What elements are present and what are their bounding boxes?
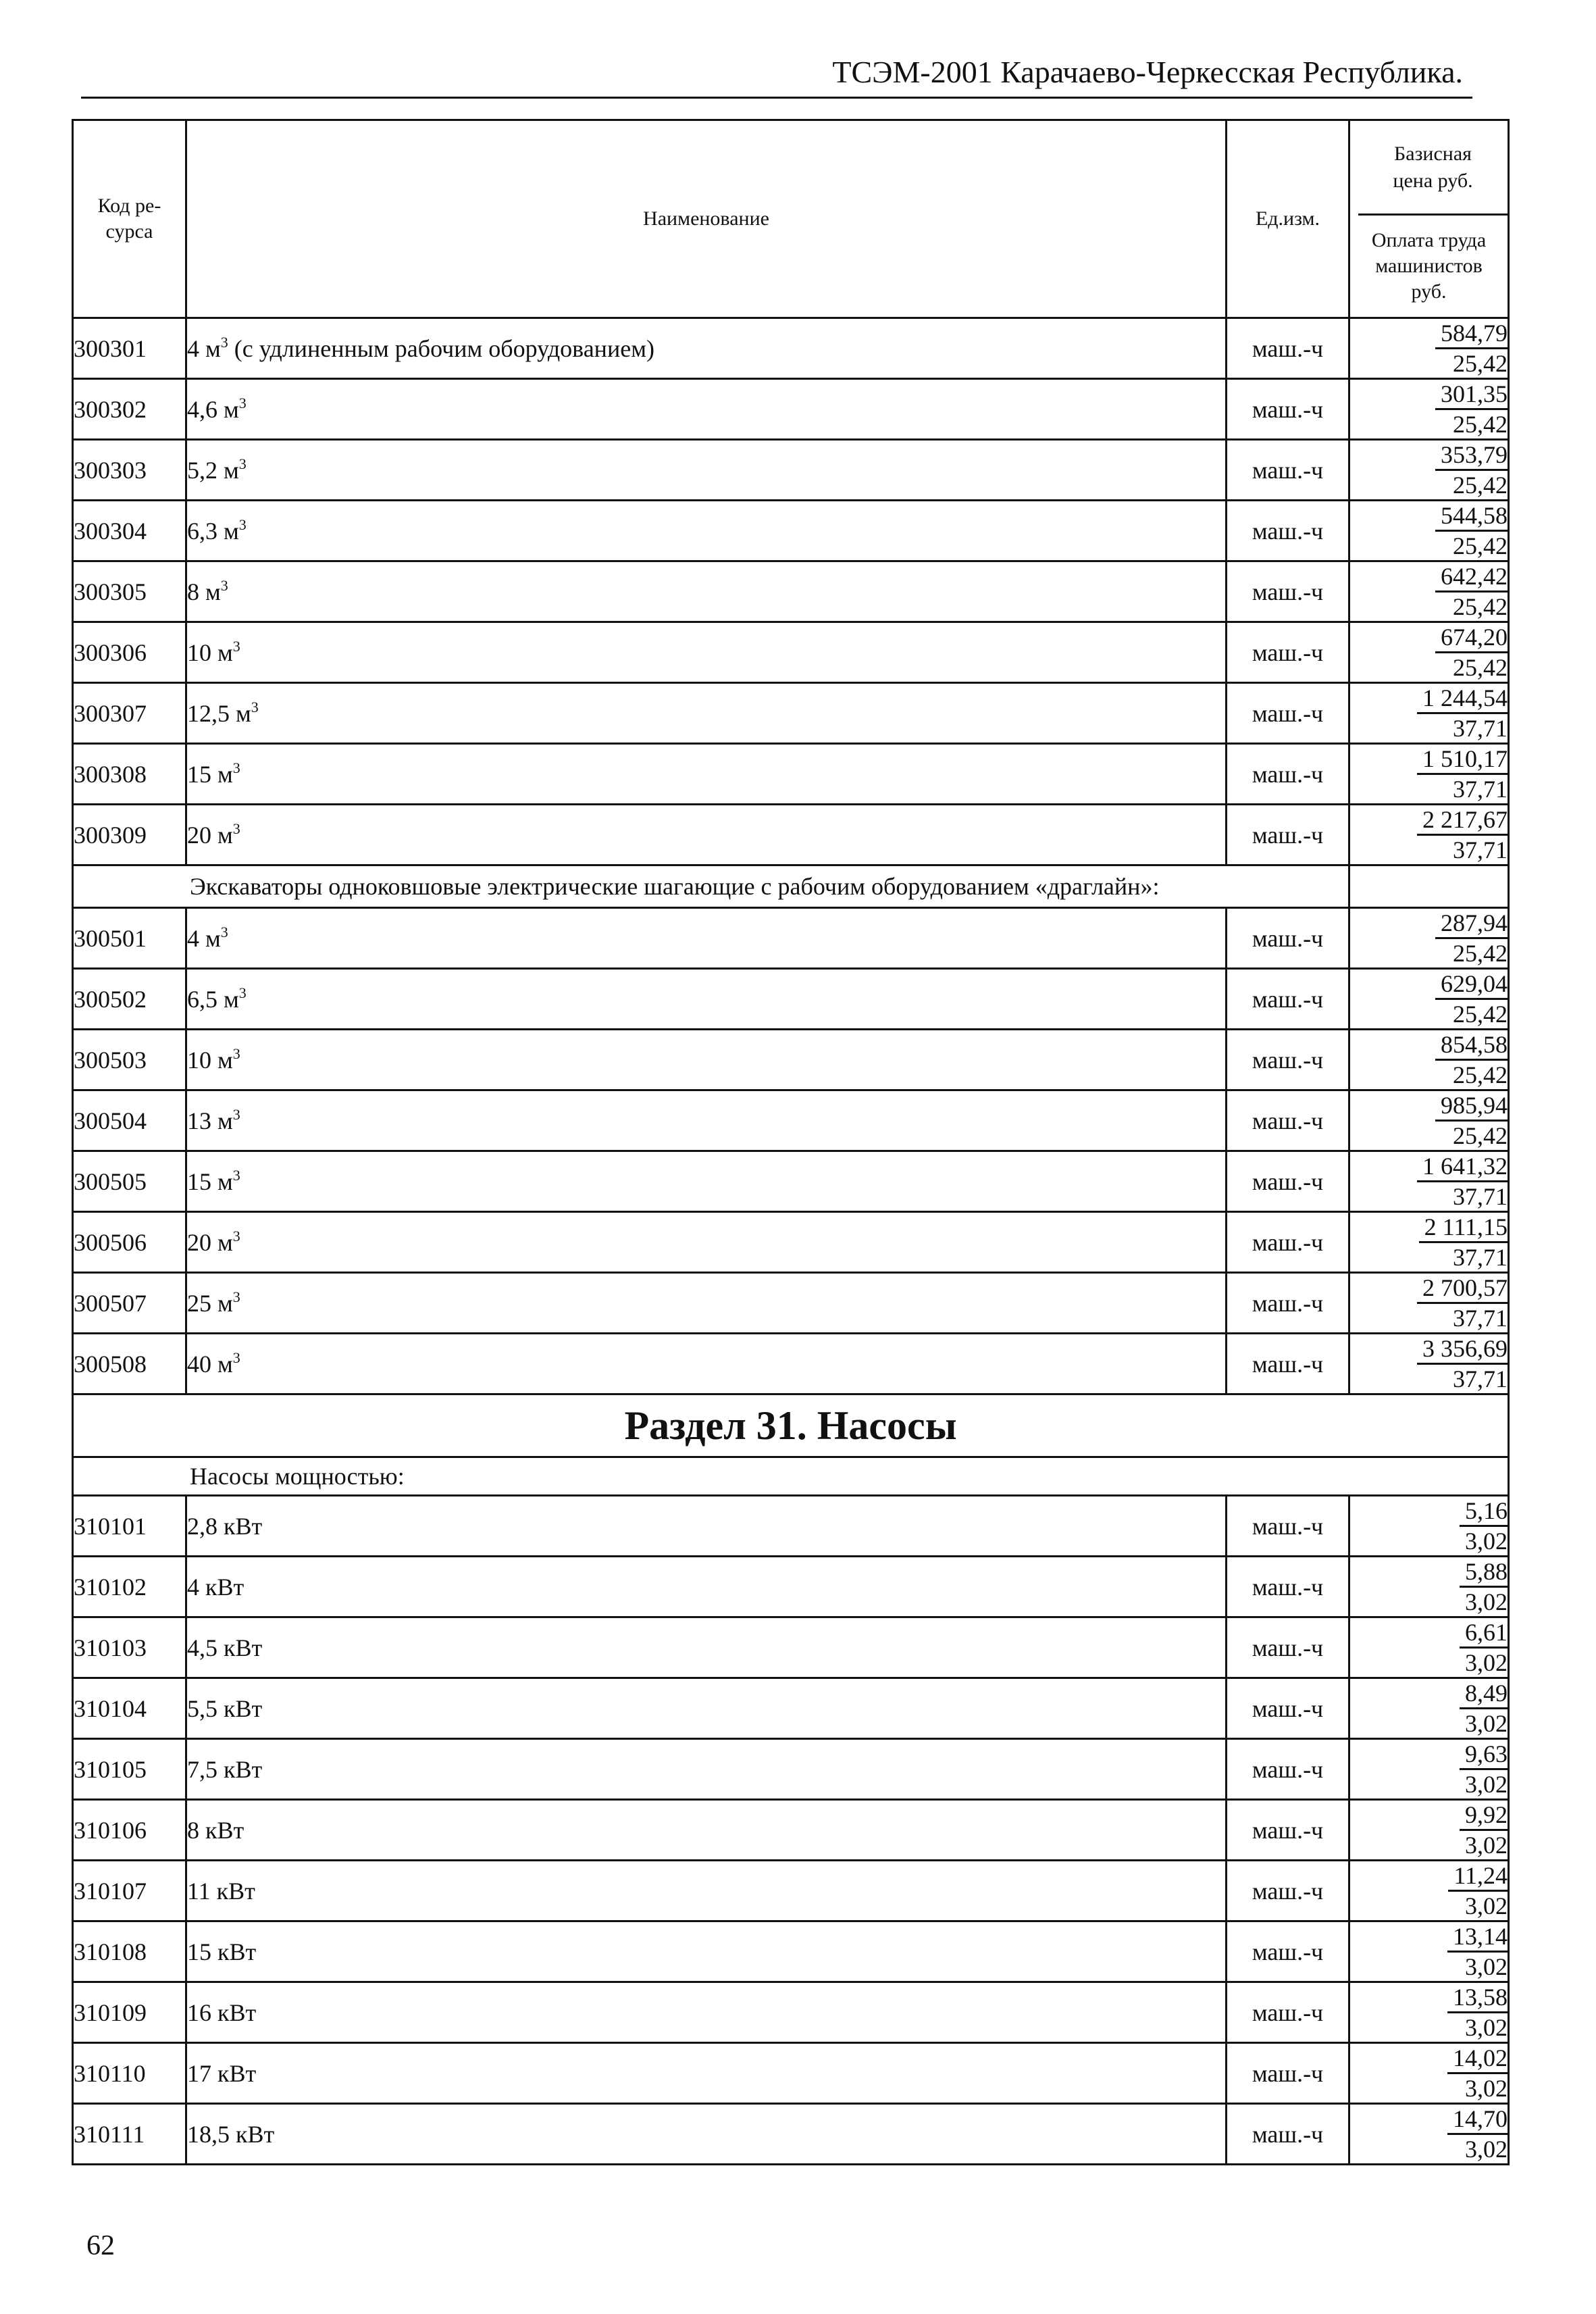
column-header-name: Наименование — [186, 120, 1227, 318]
base-price-value: 854,58 — [1435, 1030, 1508, 1061]
resource-name — [186, 379, 1227, 440]
resource-price — [1349, 1151, 1509, 1212]
column-header-base-price: Базисная цена руб. — [1358, 122, 1508, 216]
resource-name — [186, 1617, 1227, 1678]
operator-wage-value: 3,02 — [1465, 1832, 1508, 1859]
resource-code: 300507 — [73, 1273, 186, 1334]
resource-price — [1349, 1800, 1509, 1861]
empty-cell — [1349, 865, 1509, 908]
operator-wage-value: 3,02 — [1465, 1771, 1508, 1798]
resource-unit: маш.-ч — [1227, 1557, 1349, 1617]
base-price-value: 13,58 — [1447, 1983, 1508, 2013]
operator-wage-value: 25,42 — [1453, 1061, 1508, 1088]
operator-wage-value: 37,71 — [1453, 1305, 1508, 1332]
operator-wage-value: 3,02 — [1465, 1528, 1508, 1555]
resource-name — [186, 1334, 1227, 1394]
unit-superscript: 3 — [232, 820, 240, 837]
table-row — [73, 805, 1509, 865]
base-price-value: 6,61 — [1460, 1618, 1508, 1649]
resource-price — [1349, 1557, 1509, 1617]
base-price-value: 5,16 — [1460, 1496, 1508, 1527]
table-row — [73, 1273, 1509, 1334]
operator-wage-value: 25,42 — [1453, 411, 1508, 438]
resource-price — [1349, 1739, 1509, 1800]
table-row — [73, 969, 1509, 1030]
resource-name-value: 18,5 кВт — [187, 2120, 275, 2148]
resource-code: 310103 — [73, 1617, 186, 1678]
resource-name — [186, 2104, 1227, 2165]
table-row — [73, 1557, 1509, 1617]
resource-name-value: 40 м — [187, 1350, 233, 1378]
resource-price — [1349, 440, 1509, 501]
table-row — [73, 1090, 1509, 1151]
operator-wage-value: 3,02 — [1465, 1892, 1508, 1919]
resource-code: 300506 — [73, 1212, 186, 1273]
table-row — [73, 1496, 1509, 1557]
resource-code: 310104 — [73, 1678, 186, 1739]
resource-name — [186, 683, 1227, 744]
resource-unit: маш.-ч — [1227, 969, 1349, 1030]
resource-name-value: 5,2 м — [187, 456, 239, 484]
resource-code: 300306 — [73, 622, 186, 683]
resource-name-value: 17 кВт — [187, 2059, 257, 2087]
operator-wage-value: 37,71 — [1453, 1365, 1508, 1392]
resource-code: 300307 — [73, 683, 186, 744]
table-row — [73, 2104, 1509, 2165]
resource-name — [186, 1861, 1227, 1921]
resource-price — [1349, 1982, 1509, 2043]
base-price-value: 301,35 — [1435, 380, 1508, 410]
operator-wage-value: 25,42 — [1453, 532, 1508, 559]
operator-wage-value: 3,02 — [1465, 1588, 1508, 1615]
resource-price — [1349, 805, 1509, 865]
section-title: Раздел 31. Насосы — [73, 1394, 1509, 1457]
resource-unit: маш.-ч — [1227, 805, 1349, 865]
base-price-value: 9,92 — [1460, 1801, 1508, 1831]
resource-price — [1349, 1921, 1509, 1982]
resource-unit: маш.-ч — [1227, 1212, 1349, 1273]
page-title: ТСЭМ-2001 Карачаево-Черкесская Республика. — [832, 55, 1463, 89]
base-price-value: 8,49 — [1460, 1679, 1508, 1709]
resource-name-value: 8 кВт — [187, 1816, 244, 1844]
resource-code: 310109 — [73, 1982, 186, 2043]
resource-unit: маш.-ч — [1227, 318, 1349, 379]
table-header-row — [73, 120, 1509, 318]
base-price-value: 5,88 — [1460, 1557, 1508, 1588]
resource-code: 310107 — [73, 1861, 186, 1921]
resource-name-note: (с удлиненным рабочим оборудованием) — [228, 334, 654, 362]
resource-name — [186, 501, 1227, 561]
operator-wage-value: 3,02 — [1465, 1649, 1508, 1676]
resource-name — [186, 1030, 1227, 1090]
resource-unit: маш.-ч — [1227, 1678, 1349, 1739]
operator-wage-value: 3,02 — [1465, 1953, 1508, 1980]
base-price-value: 1 244,54 — [1417, 684, 1508, 714]
resource-code: 300508 — [73, 1334, 186, 1394]
resource-name — [186, 1557, 1227, 1617]
resource-code: 300305 — [73, 561, 186, 622]
resource-name — [186, 440, 1227, 501]
resource-name-value: 12,5 м — [187, 699, 251, 727]
table-row — [73, 1861, 1509, 1921]
resource-unit: маш.-ч — [1227, 1151, 1349, 1212]
table-row — [73, 440, 1509, 501]
resource-code: 310102 — [73, 1557, 186, 1617]
resource-name-value: 20 м — [187, 1228, 233, 1256]
table-row — [73, 1617, 1509, 1678]
unit-superscript: 3 — [232, 1227, 240, 1244]
resource-unit: маш.-ч — [1227, 744, 1349, 805]
resource-name — [186, 1800, 1227, 1861]
base-price-value: 1 510,17 — [1417, 745, 1508, 775]
resource-price — [1349, 1617, 1509, 1678]
table-row — [73, 1334, 1509, 1394]
resource-name — [186, 2043, 1227, 2104]
resource-price-table — [72, 119, 1510, 2165]
resource-name-value: 6,3 м — [187, 517, 239, 545]
base-price-value: 353,79 — [1435, 441, 1508, 471]
unit-superscript: 3 — [232, 1349, 240, 1366]
resource-name — [186, 1496, 1227, 1557]
operator-wage-value: 25,42 — [1453, 1122, 1508, 1149]
resource-name — [186, 1739, 1227, 1800]
resource-code: 310101 — [73, 1496, 186, 1557]
resource-code: 300503 — [73, 1030, 186, 1090]
resource-unit: маш.-ч — [1227, 1334, 1349, 1394]
unit-superscript: 3 — [220, 576, 228, 594]
resource-name — [186, 908, 1227, 969]
resource-name-value: 25 м — [187, 1289, 233, 1317]
resource-name-value: 15 м — [187, 760, 233, 788]
resource-name — [186, 1982, 1227, 2043]
resource-name — [186, 1212, 1227, 1273]
operator-wage-value: 3,02 — [1465, 1710, 1508, 1737]
resource-name-value: 2,8 кВт — [187, 1512, 263, 1540]
resource-code: 310105 — [73, 1739, 186, 1800]
base-price-value: 1 641,32 — [1417, 1152, 1508, 1182]
operator-wage-value: 25,42 — [1453, 654, 1508, 681]
resource-code: 300308 — [73, 744, 186, 805]
table-row — [73, 908, 1509, 969]
resource-unit: маш.-ч — [1227, 1090, 1349, 1151]
table-row — [73, 1982, 1509, 2043]
operator-wage-value: 25,42 — [1453, 1001, 1508, 1028]
resource-name-value: 10 м — [187, 1046, 233, 1074]
resource-code: 300304 — [73, 501, 186, 561]
resource-name — [186, 1090, 1227, 1151]
resource-unit: маш.-ч — [1227, 1739, 1349, 1800]
unit-superscript: 3 — [251, 698, 259, 715]
resource-price — [1349, 1334, 1509, 1394]
resource-name — [186, 1678, 1227, 1739]
operator-wage-value: 37,71 — [1453, 776, 1508, 803]
unit-superscript: 3 — [232, 637, 240, 655]
resource-unit: маш.-ч — [1227, 1273, 1349, 1334]
table-row — [73, 1212, 1509, 1273]
resource-price — [1349, 1496, 1509, 1557]
resource-price — [1349, 1273, 1509, 1334]
column-header-unit: Ед.изм. — [1227, 120, 1349, 318]
resource-unit: маш.-ч — [1227, 1921, 1349, 1982]
page-header — [81, 54, 1472, 99]
resource-code: 300302 — [73, 379, 186, 440]
resource-name-value: 4,5 кВт — [187, 1634, 263, 1661]
resource-code: 300301 — [73, 318, 186, 379]
resource-code: 300504 — [73, 1090, 186, 1151]
base-price-value: 287,94 — [1435, 909, 1508, 939]
column-header-code — [73, 120, 186, 318]
resource-name — [186, 1273, 1227, 1334]
operator-wage-value: 3,02 — [1465, 2075, 1508, 2102]
table-row — [73, 379, 1509, 440]
unit-superscript: 3 — [238, 984, 247, 1001]
base-price-value: 2 700,57 — [1417, 1274, 1508, 1304]
resource-unit: маш.-ч — [1227, 501, 1349, 561]
resource-price — [1349, 622, 1509, 683]
unit-superscript: 3 — [232, 1166, 240, 1184]
resource-unit: маш.-ч — [1227, 683, 1349, 744]
resource-price — [1349, 1678, 1509, 1739]
table-row — [73, 2043, 1509, 2104]
base-price-value: 629,04 — [1435, 970, 1508, 1000]
resource-code: 310111 — [73, 2104, 186, 2165]
table-row — [73, 622, 1509, 683]
operator-wage-value: 37,71 — [1453, 836, 1508, 863]
base-price-value: 584,79 — [1435, 319, 1508, 349]
table-row — [73, 1921, 1509, 1982]
resource-code: 300303 — [73, 440, 186, 501]
resource-price — [1349, 1090, 1509, 1151]
resource-name-value: 11 кВт — [187, 1877, 255, 1905]
resource-unit: маш.-ч — [1227, 2104, 1349, 2165]
group-row-draglines — [73, 865, 1509, 908]
resource-price — [1349, 1861, 1509, 1921]
operator-wage-value: 37,71 — [1453, 715, 1508, 742]
resource-price — [1349, 744, 1509, 805]
base-price-value: 9,63 — [1460, 1740, 1508, 1770]
resource-price — [1349, 561, 1509, 622]
resource-price — [1349, 969, 1509, 1030]
resource-name — [186, 561, 1227, 622]
base-price-value: 674,20 — [1435, 623, 1508, 653]
base-price-value: 14,02 — [1447, 2044, 1508, 2074]
table-row — [73, 1151, 1509, 1212]
resource-unit: маш.-ч — [1227, 622, 1349, 683]
resource-code: 310108 — [73, 1921, 186, 1982]
resource-name-value: 4 м — [187, 334, 221, 362]
operator-wage-value: 25,42 — [1453, 472, 1508, 499]
resource-name-value: 15 м — [187, 1167, 233, 1195]
resource-unit: маш.-ч — [1227, 1617, 1349, 1678]
base-price-value: 14,70 — [1447, 2105, 1508, 2135]
unit-superscript: 3 — [232, 1288, 240, 1305]
base-price-value: 544,58 — [1435, 501, 1508, 532]
resource-unit: маш.-ч — [1227, 1496, 1349, 1557]
unit-superscript: 3 — [238, 515, 247, 533]
column-header-code-label: Код ре-сурса — [97, 195, 161, 243]
unit-superscript: 3 — [232, 1105, 240, 1123]
resource-price — [1349, 501, 1509, 561]
resource-name — [186, 744, 1227, 805]
resource-code: 300309 — [73, 805, 186, 865]
resource-name — [186, 622, 1227, 683]
resource-name — [186, 805, 1227, 865]
unit-superscript: 3 — [232, 759, 240, 776]
resource-name — [186, 969, 1227, 1030]
operator-wage-value: 25,42 — [1453, 350, 1508, 377]
resource-name-value: 5,5 кВт — [187, 1694, 263, 1722]
resource-price — [1349, 2104, 1509, 2165]
base-price-value: 11,24 — [1448, 1861, 1508, 1892]
unit-superscript: 3 — [220, 923, 228, 940]
resource-name-value: 8 м — [187, 578, 221, 605]
resource-name-value: 4,6 м — [187, 395, 239, 423]
table-row — [73, 683, 1509, 744]
group-title: Экскаваторы одноковшовые электрические шагающие с рабочим оборудованием «драглайн»: — [73, 865, 1349, 908]
resource-price — [1349, 1212, 1509, 1273]
table-row — [73, 1030, 1509, 1090]
unit-superscript: 3 — [232, 1045, 240, 1062]
resource-unit: маш.-ч — [1227, 379, 1349, 440]
table-row — [73, 561, 1509, 622]
base-price-value: 642,42 — [1435, 562, 1508, 593]
operator-wage-value: 25,42 — [1453, 940, 1508, 967]
resource-name-value: 15 кВт — [187, 1938, 257, 1965]
resource-name-value: 16 кВт — [187, 1998, 257, 2026]
table-row — [73, 318, 1509, 379]
resource-code: 300502 — [73, 969, 186, 1030]
base-price-value: 13,14 — [1447, 1922, 1508, 1953]
base-price-value: 985,94 — [1435, 1091, 1508, 1122]
resource-unit: маш.-ч — [1227, 561, 1349, 622]
resource-name — [186, 1151, 1227, 1212]
resource-name-value: 6,5 м — [187, 985, 239, 1013]
resource-unit: маш.-ч — [1227, 908, 1349, 969]
resource-unit: маш.-ч — [1227, 1861, 1349, 1921]
column-header-operator-wage: Оплата труда машинистов руб. — [1371, 228, 1487, 303]
column-header-price — [1349, 120, 1509, 318]
resource-price — [1349, 2043, 1509, 2104]
table-row — [73, 1739, 1509, 1800]
table-row — [73, 501, 1509, 561]
group-row-pumps — [73, 1457, 1509, 1496]
page-number: 62 — [86, 2230, 115, 2261]
resource-name — [186, 318, 1227, 379]
resource-price — [1349, 908, 1509, 969]
operator-wage-value: 3,02 — [1465, 2014, 1508, 2041]
base-price-value: 2 217,67 — [1417, 805, 1508, 836]
resource-name-value: 20 м — [187, 821, 233, 849]
resource-code: 310106 — [73, 1800, 186, 1861]
resource-price — [1349, 683, 1509, 744]
table-row — [73, 744, 1509, 805]
table-row — [73, 1678, 1509, 1739]
resource-unit: маш.-ч — [1227, 1982, 1349, 2043]
resource-unit: маш.-ч — [1227, 2043, 1349, 2104]
resource-price — [1349, 379, 1509, 440]
resource-unit: маш.-ч — [1227, 1800, 1349, 1861]
resource-price — [1349, 1030, 1509, 1090]
unit-superscript: 3 — [238, 455, 247, 472]
operator-wage-value: 37,71 — [1453, 1244, 1508, 1271]
base-price-value: 2 111,15 — [1419, 1213, 1508, 1243]
resource-name-value: 10 м — [187, 638, 233, 666]
resource-name-value: 4 м — [187, 924, 221, 952]
operator-wage-value: 25,42 — [1453, 593, 1508, 620]
base-price-value: 3 356,69 — [1417, 1334, 1508, 1365]
resource-unit: маш.-ч — [1227, 440, 1349, 501]
resource-price — [1349, 318, 1509, 379]
resource-name-value: 13 м — [187, 1107, 233, 1134]
resource-code: 300501 — [73, 908, 186, 969]
operator-wage-value: 37,71 — [1453, 1183, 1508, 1210]
section-row — [73, 1394, 1509, 1457]
resource-name-value: 7,5 кВт — [187, 1755, 263, 1783]
resource-code: 310110 — [73, 2043, 186, 2104]
resource-code: 300505 — [73, 1151, 186, 1212]
resource-unit: маш.-ч — [1227, 1030, 1349, 1090]
resource-name — [186, 1921, 1227, 1982]
group-title: Насосы мощностью: — [73, 1457, 1509, 1496]
unit-superscript: 3 — [238, 394, 247, 411]
unit-superscript: 3 — [220, 333, 228, 351]
resource-name-value: 4 кВт — [187, 1573, 244, 1601]
operator-wage-value: 3,02 — [1465, 2136, 1508, 2163]
table-row — [73, 1800, 1509, 1861]
